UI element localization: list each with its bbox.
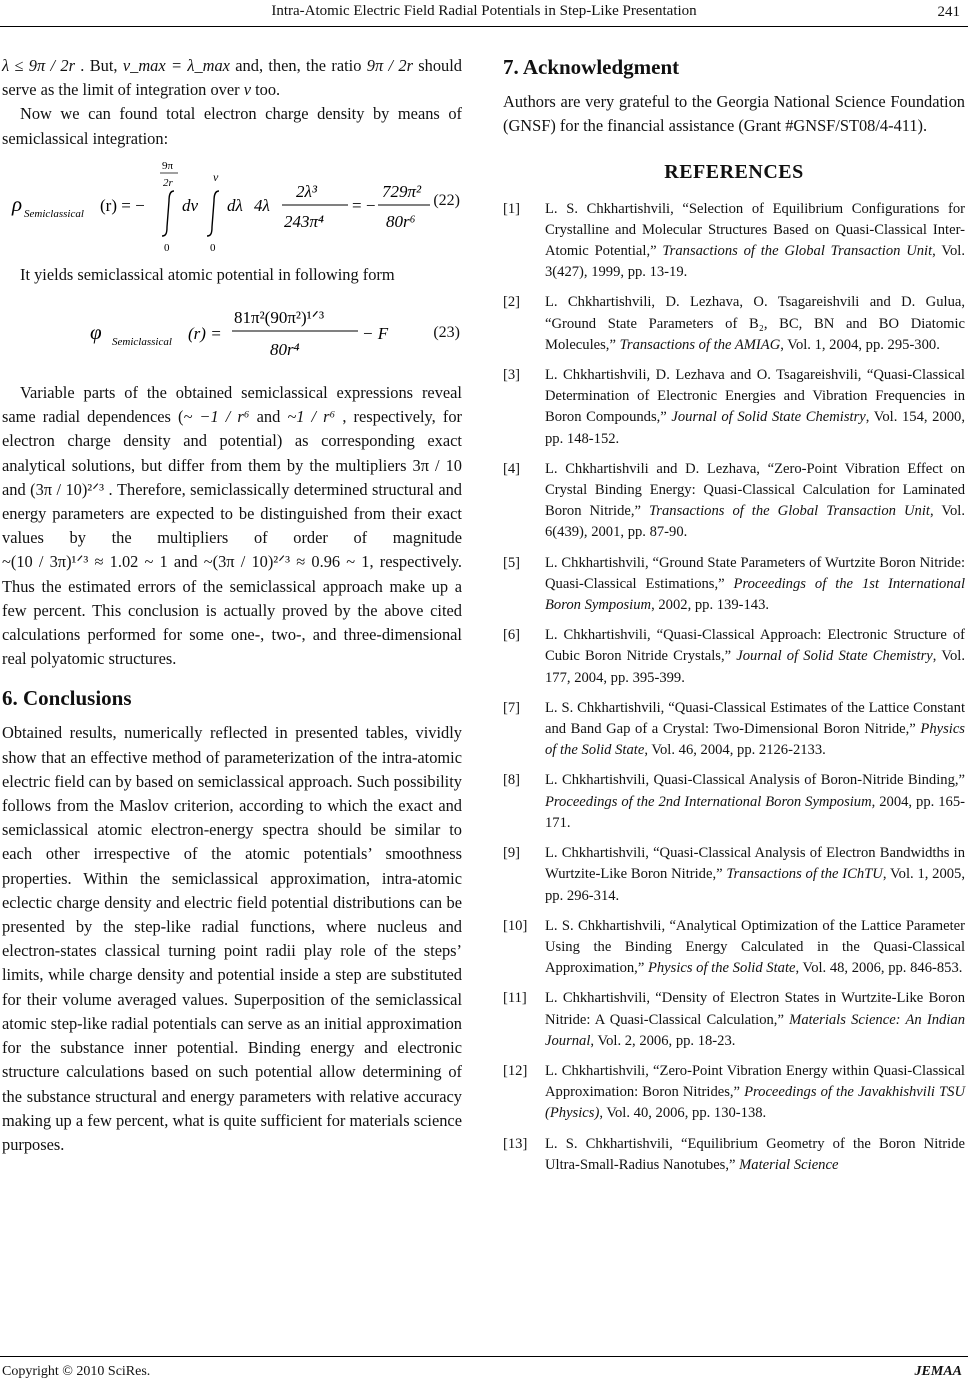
- text-run: , respectively, for electron charge density and potential) as corresponding exact analytical solutions, but differ from them by the multipliers: [2, 407, 462, 475]
- eq23-minus-f: − F: [362, 324, 389, 344]
- eq22-int2-bottom: 0: [210, 241, 216, 254]
- paragraph-conclusions: Obtained results, numerically reflected in presented tables, vividly show that an effective method of parameterization of the intra-atomic electric field can by based on semiclassical approach. Such possibility follows from the Maslov criterion, according to which the exact and semiclassical atomic electron-energy spectra should be similar to each other irrespective of the atomic potentials’ smoothness properties. Within the semiclassical approximation, intra-atomic eclectic charge density and electric field potential distributions can be presented by the step-like radial functions, where nucleus and electron-states classical turning point radii play role of the steps’ limits, while charge density and potential inside a step are substituted for their volume averaged values. Superposition of the semiclassical atomic step-like radial potentials can serve as an initial approximation for the substance inner potential. Binding energy and electronic structure calculations based on such potential allow determining of the substance structural and energy parameters with relative accuracy making up a few percent, what is quite sufficient for materials science purposes.: [2, 723, 462, 1154]
- reference-authors-title: L. Chkhartishvili, “Quasi-Classical Analysis of Electron Bandwidths in Wurtzite-Like Boron Nitride,”: [545, 845, 965, 883]
- reference-details: , Vol. 177, 2004, pp. 395-399.: [545, 648, 965, 686]
- eq22-frac1-den: 243π⁴: [284, 211, 324, 231]
- reference-number: [9]: [503, 845, 521, 862]
- reference-number: [2]: [503, 294, 521, 311]
- journal-abbrev: JEMAA: [914, 1364, 962, 1379]
- reference-journal: Physics of the Solid State: [545, 721, 965, 759]
- reference-authors-title: L. Chkhartishvili, “Zero-Point Vibration Energy within Quasi-Classical Approximation: Boron Nitrides,”: [545, 1062, 965, 1101]
- equation-22-graphic: [2, 157, 432, 255]
- text-run: Variable parts of the obtained semiclassical expressions reveal same radial dependences (: [2, 383, 462, 427]
- reference-journal: Proceedings of the 1st International Boron Symposium: [545, 575, 965, 614]
- reference-authors-title: L. Chkhartishvili, D. Lezhava, O. Tsagareishvili and D. Gulua, “Ground State Parameters of B₂, BC, BN and BO Diatomic Molecules,”: [545, 294, 965, 353]
- reference-item: [503, 553, 965, 617]
- reference-authors-title: L. S. Chkhartishvili, “Quasi-Classical Estimates of the Lattice Constant and Band Gap of a Crystal: Two-Dimensional Boron Nitride,”: [545, 699, 965, 738]
- eq22-int2-top: ν: [213, 169, 219, 184]
- reference-details: , Vol. 1, 2005, pp. 296-314.: [545, 866, 965, 904]
- reference-authors-title: L. Chkhartishvili, “Density of Electron States in Wurtzite-Like Boron Nitride: A Quasi-Classical Calculation,”: [545, 990, 965, 1028]
- reference-item: [503, 770, 965, 834]
- section-6-heading: 6. Conclusions: [2, 686, 132, 711]
- math-inline: ~(10 / 3π)¹ᐟ³ ≈ 1.02 ~ 1: [2, 552, 168, 572]
- eq23-lhs-arg: (r) =: [188, 324, 222, 344]
- reference-number: [11]: [503, 990, 527, 1007]
- eq22-dnu: dν: [182, 195, 199, 215]
- eq22-frac2-num: 729π²: [382, 181, 422, 201]
- reference-number: [1]: [503, 200, 521, 217]
- reference-number: [5]: [503, 554, 521, 571]
- equation-23-number: (23): [433, 324, 460, 342]
- left-column: [2, 54, 462, 1157]
- paragraph-integration: Now we can found total electron charge density by means of semiclassical integration:: [2, 104, 462, 148]
- text-run: . But,: [74, 56, 123, 75]
- reference-item: [503, 1134, 965, 1176]
- reference-authors-title: L. S. Chkhartishvili, “Selection of Equilibrium Configurations for Crystalline and Molecular Structures Based on Quasi-Classical Inter-Atomic Potential,”: [545, 200, 965, 260]
- reference-journal: Physics of the Solid State: [647, 960, 796, 977]
- integral-sign: [207, 191, 219, 236]
- reference-details: , 2002, pp. 139-143.: [651, 597, 770, 614]
- eq22-equals: = −: [352, 195, 376, 215]
- paragraph-limit: [2, 54, 462, 102]
- reference-journal: Journal of Solid State Chemistry: [671, 409, 866, 426]
- text-run: , respectively. Thus the estimated errors of the semiclassical approach make up a few percent. This conclusion is actually proved by the above cited calculations performed for some one-, two-, and three-dimensional real polyatomic structures.: [2, 552, 463, 669]
- reference-journal: Transactions of the IChTU: [726, 866, 883, 883]
- math-inline: (3π / 10)²ᐟ³: [30, 479, 105, 499]
- paragraph-yields: It yields semiclassical atomic potential in following form: [20, 264, 395, 284]
- equation-23-graphic: [2, 293, 422, 373]
- reference-details: , Vol. 3(427), 1999, pp. 13-19.: [545, 243, 965, 281]
- reference-authors-title: L. Chkhartishvili, “Ground State Parameters of Wurtzite Boron Nitride: Quasi-Classical Estimations,”: [545, 554, 965, 592]
- math-inline: ν: [243, 80, 251, 100]
- reference-journal: Transactions of the Global Transaction Unit: [649, 503, 930, 520]
- references-list: [503, 199, 965, 1176]
- math-inline: λ ≤ 9π / 2r: [2, 56, 75, 75]
- eq22-dlambda: dλ: [227, 195, 243, 215]
- eq22-int1-bottom: 0: [164, 241, 170, 254]
- references-heading: REFERENCES: [664, 161, 804, 184]
- eq22-int1-top-num: 9π: [162, 159, 174, 172]
- right-column: [503, 54, 965, 1185]
- reference-authors-title: L. Chkhartishvili, D. Lezhava and O. Tsagareishvili, “Quasi-Classical Determination of Electronic Energies and Vibration Frequencies in Boron Compounds,”: [545, 367, 965, 426]
- reference-authors-title: L. S. Chkhartishvili, “Equilibrium Geometry of the Boron Nitride Ultra-Small-Radius Nanotubes,”: [545, 1135, 965, 1173]
- math-inline: ~(3π / 10)²ᐟ³ ≈ 0.96 ~ 1: [203, 552, 370, 572]
- reference-details: , Vol. 6(439), 2001, pp. 87-90.: [545, 503, 965, 541]
- math-inline: ν_max = λ_max: [122, 56, 230, 75]
- eq22-four-lambda: 4λ: [254, 195, 270, 215]
- reference-details: , Vol. 2, 2006, pp. 18-23.: [590, 1032, 736, 1049]
- reference-item: [503, 292, 965, 356]
- text-run: and: [167, 552, 204, 572]
- reference-number: [8]: [503, 772, 521, 789]
- equation-22-number: (22): [433, 191, 460, 209]
- integral-sign: [162, 191, 174, 236]
- eq23-frac-num: 81π²(90π²)¹ᐟ³: [234, 308, 325, 328]
- reference-journal: Transactions of the AMIAG: [619, 336, 781, 353]
- section-7-heading: 7. Acknowledgment: [503, 55, 680, 79]
- reference-item: [503, 988, 965, 1052]
- reference-item: [503, 459, 965, 544]
- running-title: Intra-Atomic Electric Field Radial Potentials in Step-Like Presentation: [271, 3, 697, 19]
- text-run: and, then, the ratio: [229, 56, 367, 75]
- reference-number: [12]: [503, 1062, 528, 1079]
- text-run: and: [249, 407, 288, 427]
- reference-journal: Journal of Solid State Chemistry: [736, 648, 933, 665]
- reference-details: , 2004, pp. 165-171.: [545, 793, 965, 831]
- reference-item: [503, 199, 965, 284]
- eq23-lhs: φ: [90, 320, 102, 345]
- reference-details: , Vol. 1, 2004, pp. 295-300.: [780, 336, 940, 353]
- reference-number: [10]: [503, 917, 528, 934]
- eq22-lhs: ρ: [12, 191, 23, 216]
- equation-23: [2, 293, 462, 373]
- reference-journal: Transactions of the Global Transaction Unit: [662, 243, 933, 260]
- eq23-lhs-sub: Semiclassical: [112, 336, 172, 349]
- reference-item: [503, 916, 965, 980]
- reference-details: , Vol. 48, 2006, pp. 846-853.: [795, 960, 963, 977]
- reference-item: [503, 625, 965, 689]
- reference-number: [4]: [503, 460, 521, 477]
- paragraph-acknowledgment: Authors are very grateful to the Georgia National Science Foundation (GNSF) for the financial assistance (Grant #GNSF/ST08/4-411).: [503, 92, 965, 136]
- equation-22: [2, 157, 462, 255]
- reference-journal: Proceedings of the 2nd International Boron Symposium: [545, 793, 872, 810]
- text-run: too.: [250, 80, 281, 100]
- paragraph-variable-parts: [2, 381, 462, 671]
- reference-journal: Proceedings of the Javakhishvili TSU (Physics): [545, 1084, 965, 1122]
- reference-item: [503, 843, 965, 907]
- math-inline: ~ −1 / r⁶: [183, 407, 250, 427]
- reference-number: [7]: [503, 699, 521, 716]
- reference-number: [3]: [503, 367, 521, 384]
- reference-authors-title: L. S. Chkhartishvili, “Analytical Optimization of the Lattice Parameter Using the Binding Energy Calculated in the Quasi-Classical Approximation,”: [545, 917, 965, 977]
- reference-journal: Material Science: [739, 1156, 839, 1173]
- reference-item: [503, 365, 965, 450]
- eq22-frac2-den: 80r⁶: [386, 211, 416, 231]
- reference-details: , Vol. 154, 2000, pp. 148-152.: [545, 409, 965, 447]
- reference-authors-title: L. Chkhartishvili, Quasi-Classical Analysis of Boron-Nitride Binding,”: [545, 772, 965, 789]
- reference-number: [6]: [503, 627, 521, 644]
- reference-number: [13]: [503, 1135, 528, 1152]
- reference-item: [503, 1061, 965, 1125]
- reference-item: [503, 698, 965, 762]
- eq22-lhs-arg: (r) = −: [100, 195, 145, 215]
- page-number: 241: [937, 4, 960, 20]
- text-run: and: [2, 479, 31, 499]
- math-inline: 3π / 10: [412, 455, 462, 475]
- reference-details: , Vol. 46, 2004, pp. 2126-2133.: [644, 742, 826, 759]
- math-inline: ~1 / r⁶: [287, 407, 336, 427]
- math-inline: 9π / 2r: [366, 56, 413, 75]
- text-run: . Therefore, semiclassically determined structural and energy parameters are expected to be distinguished from their exact values by the multipliers of order of magnitude: [2, 479, 462, 548]
- eq22-int1-top-den: 2r: [163, 176, 173, 189]
- reference-authors-title: L. Chkhartishvili and D. Lezhava, “Zero-Point Vibration Effect on Crystal Binding Energy: Quasi-Classical Calculation for Laminated Boron Nitride,”: [545, 460, 965, 520]
- page-footer: [0, 1356, 968, 1387]
- reference-details: , Vol. 40, 2006, pp. 130-138.: [599, 1105, 767, 1122]
- page-header: [0, 0, 968, 27]
- reference-authors-title: L. Chkhartishvili, “Quasi-Classical Approach: Electronic Structure of Cubic Boron Nitride Crystals,”: [545, 627, 965, 665]
- eq22-lhs-sub: Semiclassical: [24, 207, 84, 220]
- reference-journal: Materials Science: An Indian Journal: [545, 1011, 965, 1049]
- eq23-frac-den: 80r⁴: [270, 340, 300, 360]
- eq22-frac1-num: 2λ³: [296, 181, 317, 201]
- copyright: Copyright © 2010 SciRes.: [2, 1364, 151, 1379]
- text-run: should serve as the limit of integration over: [2, 56, 462, 100]
